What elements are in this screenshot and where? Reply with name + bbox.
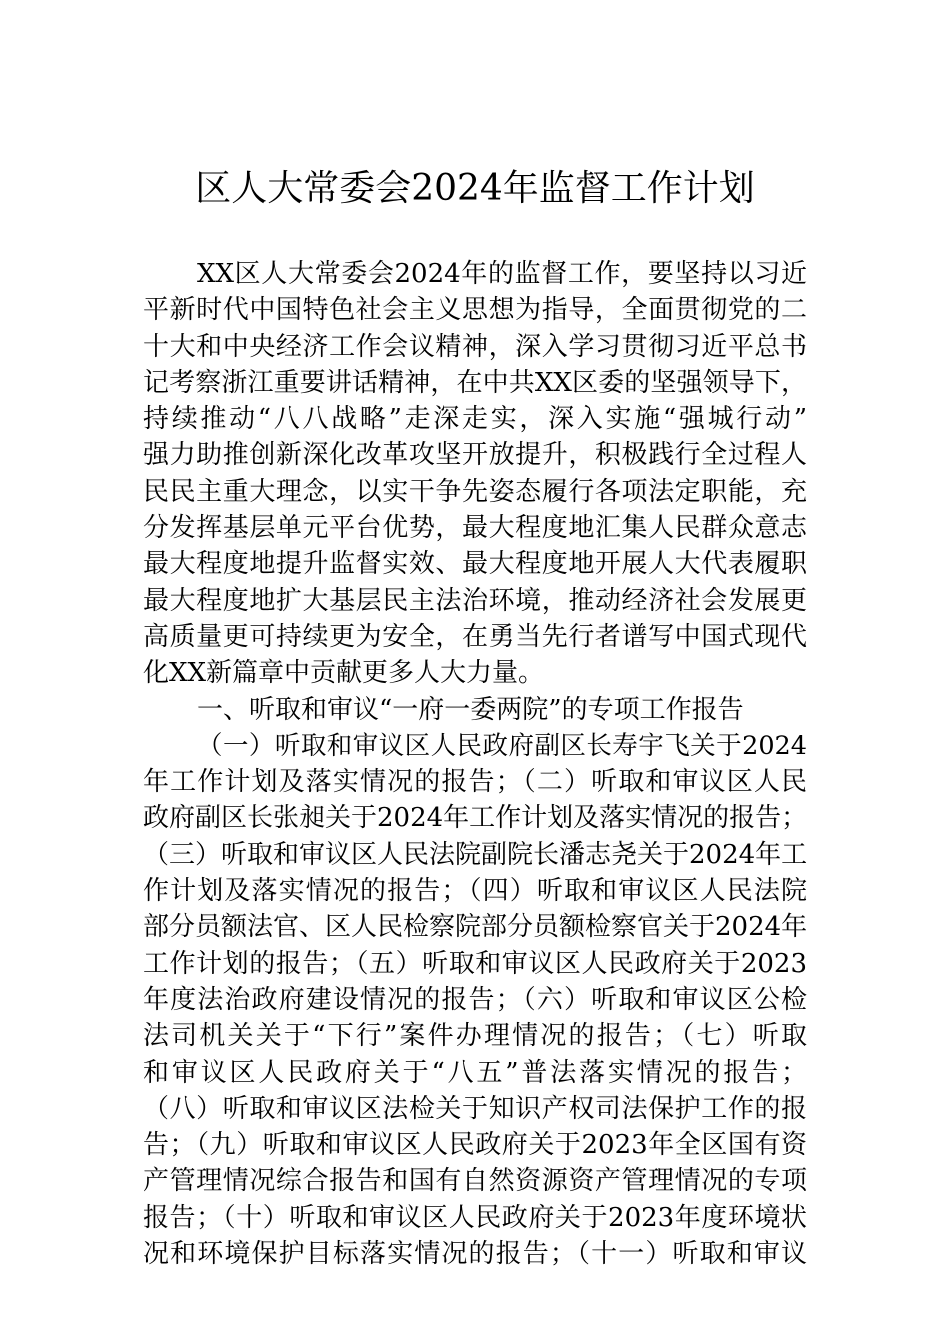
text-line: 化XX新篇章中贡献更多人大力量。 — [143, 658, 545, 689]
text-line: 工作计划的报告；（五）听取和审议区人民政府关于2023 — [143, 948, 807, 979]
text-line: 民民主重大理念，以实干争先姿态履行各项法定职能，充 — [143, 476, 807, 507]
text-line: 和审议区人民政府关于“八五”普法落实情况的报告； — [143, 1057, 807, 1088]
text-line: 一、听取和审议“一府一委两院”的专项工作报告 — [197, 694, 744, 725]
text-line: 部分员额法官、区人民检察院部分员额检察官关于2024年 — [143, 912, 808, 943]
text-line: （一）听取和审议区人民政府副区长寿宇飞关于2024 — [197, 730, 807, 761]
text-line: 十大和中央经济工作会议精神，深入学习贯彻习近平总书 — [143, 331, 807, 362]
text-line: 高质量更可持续更为安全，在勇当先行者谱写中国式现代 — [143, 621, 807, 652]
text-line: 平新时代中国特色社会主义思想为指导，全面贯彻党的二 — [143, 295, 807, 326]
document-title: 区人大常委会2024年监督工作计划 — [195, 168, 755, 209]
text-line: 强力助推创新深化改革攻坚开放提升，积极践行全过程人 — [143, 440, 807, 471]
text-line: 作计划及落实情况的报告；（四）听取和审议区人民法院 — [143, 876, 807, 907]
text-line: 最大程度地提升监督实效、最大程度地开展人大代表履职 — [143, 549, 807, 580]
text-line: （三）听取和审议区人民法院副院长潘志尧关于2024年工 — [143, 839, 808, 870]
text-line: 年工作计划及落实情况的报告；（二）听取和审议区人民 — [143, 767, 807, 798]
text-line: 分发挥基层单元平台优势，最大程度地汇集人民群众意志 — [143, 513, 807, 544]
text-line: XX区人大常委会2024年的监督工作，要坚持以习近 — [197, 259, 807, 289]
text-line: 政府副区长张昶关于2024年工作计划及落实情况的报告； — [143, 803, 808, 834]
text-line: 记考察浙江重要讲话精神，在中共XX区委的坚强领导下， — [143, 367, 807, 398]
text-line: 年度法治政府建设情况的报告；（六）听取和审议区公检 — [143, 984, 807, 1015]
text-line: 法司机关关于“下行”案件办理情况的报告；（七）听取 — [143, 1021, 807, 1052]
text-line: 况和环境保护目标落实情况的报告；（十一）听取和审议 — [143, 1239, 807, 1270]
document-body — [143, 256, 807, 1272]
text-line: 最大程度地扩大基层民主法治环境，推动经济社会发展更 — [143, 585, 807, 616]
text-line: 产管理情况综合报告和国有自然资源资产管理情况的专项 — [143, 1166, 807, 1197]
text-line: 持续推动“八八战略”走深走实，深入实施“强城行动” — [143, 404, 807, 435]
text-line: 报告；（十）听取和审议区人民政府关于2023年度环境状 — [143, 1202, 807, 1233]
text-line: 告；（九）听取和审议区人民政府关于2023年全区国有资 — [143, 1130, 807, 1161]
text-line: （八）听取和审议区法检关于知识产权司法保护工作的报 — [143, 1093, 807, 1124]
